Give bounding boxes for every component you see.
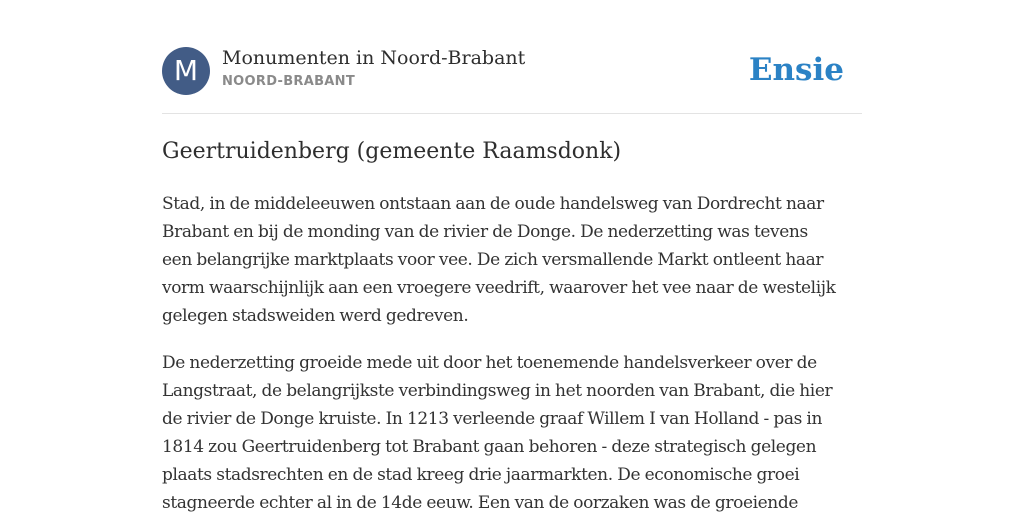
header-divider [162,113,862,114]
text-line: 1814 zou Geertruidenberg tot Brabant gaan behoren - deze strategisch gelegen [162,437,817,457]
avatar[interactable]: M [162,47,210,95]
text-line: Stad, in de middeleeuwen ontstaan aan de oude handelsweg van Dordrecht naar [162,194,824,214]
ensie-logo[interactable]: Ensie [748,52,844,88]
text-line: Brabant en bij de monding van de rivier de Donge. De nederzetting was tevens [162,222,808,242]
text-line: een belangrijke marktplaats voor vee. De zich versmallende Markt ontleent haar [162,250,824,270]
article-title: Geertruidenberg (gemeente Raamsdonk) [162,139,622,164]
collection-title[interactable]: Monumenten in Noord-Brabant [222,47,526,69]
text-line: Langstraat, de belangrijkste verbindingsweg in het noorden van Brabant, die hier [162,381,833,401]
text-line: gelegen stadsweiden werd gedreven. [162,306,469,326]
text-line: de rivier de Donge kruiste. In 1213 verleende graaf Willem I van Holland - pas in [162,409,823,429]
collection-header [162,46,862,96]
text-line: plaats stadsrechten en de stad kreeg drie jaarmarkten. De economische groei [162,465,800,485]
text-line: vorm waarschijnlijk aan een vroegere veedrift, waarover het vee naar de westelijk [162,278,836,298]
paragraph [162,190,867,330]
paragraph [162,349,867,512]
article-body [162,190,867,512]
text-line: stagneerde echter al in de 14de eeuw. Een van de oorzaken was de groeiende [162,493,798,512]
collection-subtitle[interactable]: NOORD-BRABANT [222,74,356,89]
text-line: De nederzetting groeide mede uit door het toenemende handelsverkeer over de [162,353,817,373]
